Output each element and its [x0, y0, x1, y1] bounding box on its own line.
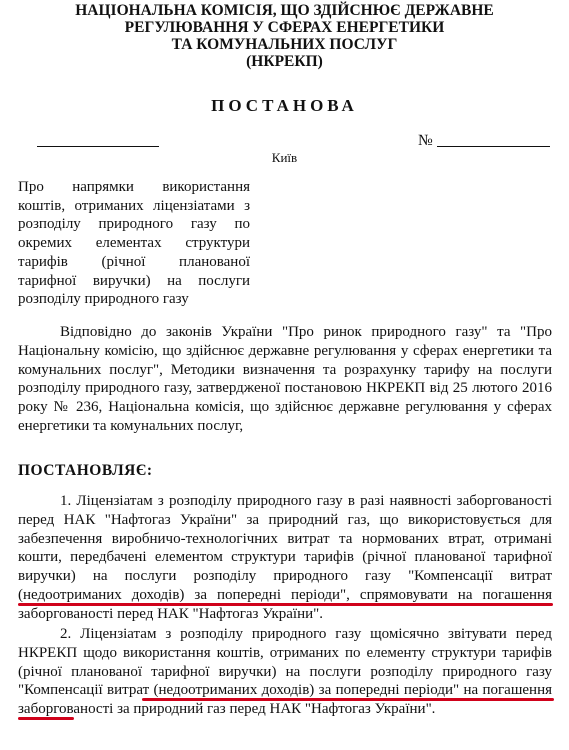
issuer-line-3: ТА КОМУНАЛЬНИХ ПОСЛУГ [171, 36, 398, 53]
issuer-header [0, 2, 569, 70]
preamble-paragraph: Відповідно до законів України "Про ринок природного газу" та "Про Національну комісію, що здійснює державне регулювання у сферах енергетики та комунальних послуг", Методики визначення та розрахунку тарифу на послуги розподілу природного газу, затвердженої постановою НКРЕКП від 25 лютого 2016 року № 236, Національна комісія, що здійснює державне регулювання у сферах енергетики та комунальних послуг, [18, 324, 552, 434]
highlight-underline-2a [142, 698, 554, 701]
resolution-item-2: 2. Ліцензіатам з розподілу природного газу щомісячно звітувати перед НКРЕКП щодо використання коштів, отриманих по елементу структури тарифів (річної планованої тарифної виручки) на послуги розподілу природного газу "Компенсації витрат (недоотриманих доходів) за попередні періоди" на погашення заборгованості за природний газ перед НАК "Нафтогаз України". [18, 626, 552, 718]
document-title: ПОСТАНОВА [211, 96, 358, 115]
city-label: Київ [271, 150, 298, 165]
number-blank-line [437, 146, 550, 147]
highlight-underline-1a [18, 603, 553, 606]
highlight-underline-2b [18, 717, 74, 720]
document-subject: Про напрямки використання коштів, отриманих ліцензіатами з розподілу природного газу по окремих елементах структури тарифів (річної планованої тарифної виручки) на послуги розподілу природного газу [18, 179, 250, 308]
resolution-item-1: 1. Ліцензіатам з розподілу природного газу в разі наявності заборгованості перед НАК "Нафтогаз України" за природний газ, що використовується для забезпечення виробничо-технологічних витрат та нормованих втрат, отримані кошти, передбачені елементом структури тарифів (річної планованої тарифної виручки) на послуги розподілу природного газу "Компенсації витрат (недоотриманих доходів) за попередні періоди", спрямовувати на погашення заборгованості перед НАК "Нафтогаз України". [18, 493, 552, 622]
issuer-line-4: (НКРЕКП) [246, 53, 323, 70]
issuer-line-1: НАЦІОНАЛЬНА КОМІСІЯ, ЩО ЗДІЙСНЮЄ ДЕРЖАВНЕ [75, 2, 494, 19]
issuer-line-2: РЕГУЛЮВАННЯ У СФЕРАХ ЕНЕРГЕТИКИ [124, 19, 445, 36]
resolves-heading: ПОСТАНОВЛЯЄ: [18, 462, 153, 479]
number-label: № [418, 132, 433, 149]
date-blank-line [37, 146, 159, 147]
